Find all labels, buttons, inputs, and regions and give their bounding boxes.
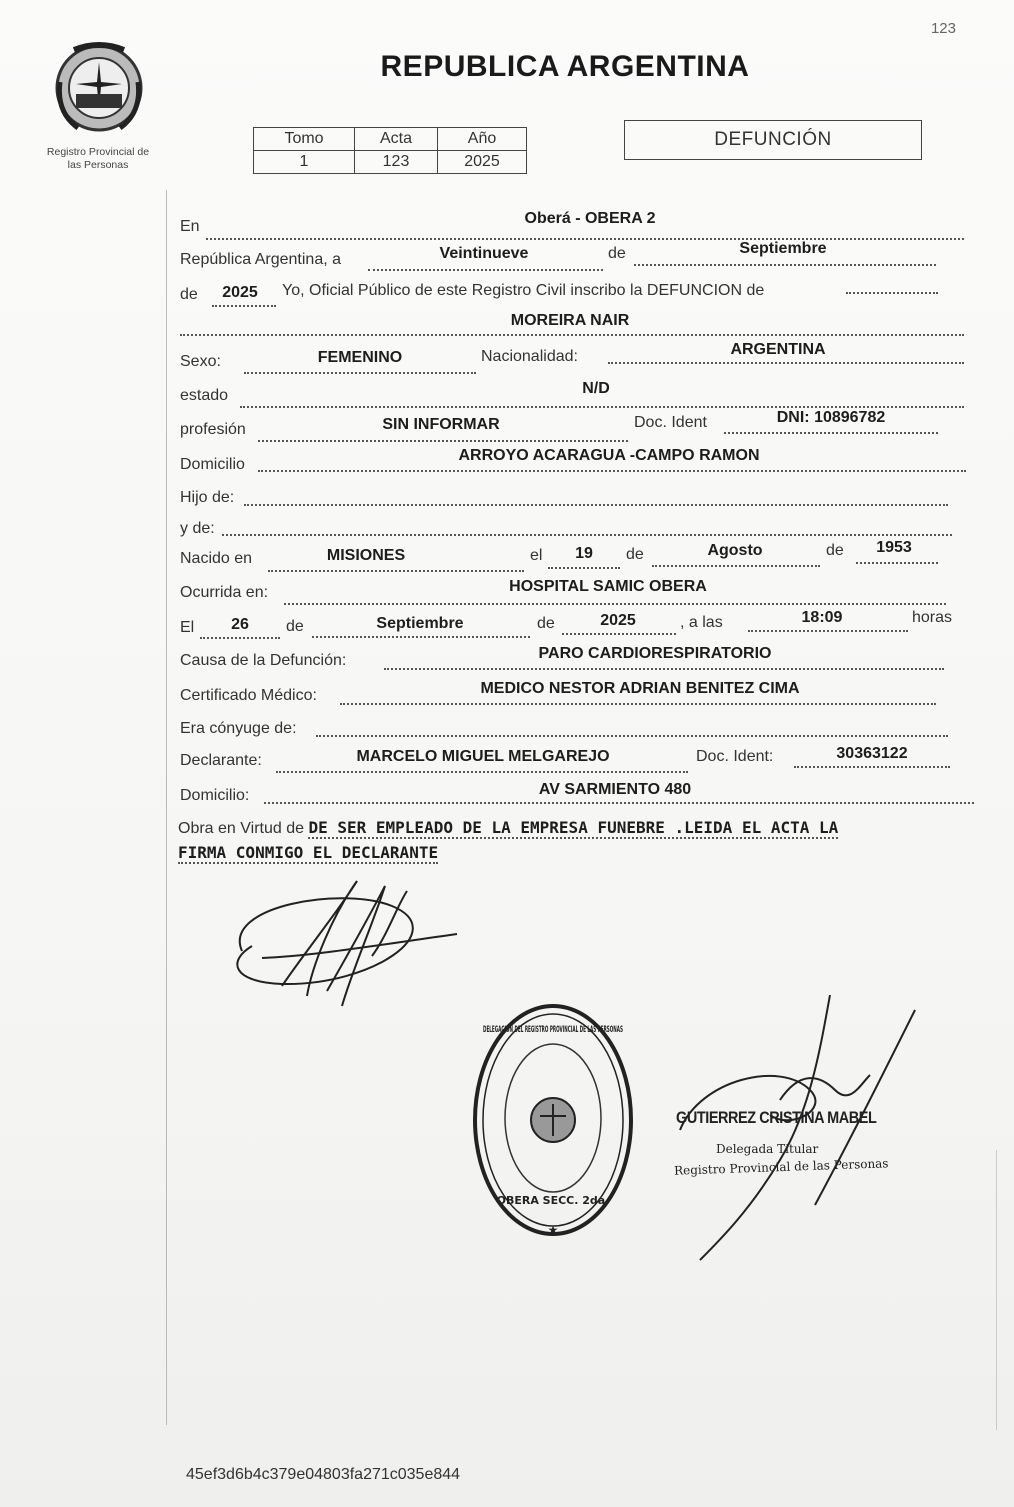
domicilio-label: Domicilio: [180, 456, 245, 473]
de4-label: de: [826, 542, 844, 559]
registry-header-anio: Año: [438, 128, 527, 151]
certificado-value: MEDICO NESTOR ADRIAN BENITEZ CIMA: [480, 680, 800, 697]
death-day-value: 26: [231, 616, 249, 633]
el2-label: El: [180, 619, 195, 636]
nacionalidad-value: ARGENTINA: [730, 341, 826, 358]
nacido-value: MISIONES: [326, 547, 406, 564]
misiones-coat-of-arms-icon: [52, 42, 146, 134]
sexo-value: FEMENINO: [317, 349, 403, 366]
birth-day-value: 19: [575, 545, 593, 562]
seal-ring-text: DELEGACION DEL REGISTRO PROVINCIAL DE LAS PERSONAS: [483, 1025, 623, 1035]
seal-inner-text: OBERA SECC. 2da.: [496, 1194, 610, 1207]
day-words-value: Veintinueve: [439, 245, 529, 262]
domicilio-value: ARROYO ACARAGUA -CAMPO RAMON: [458, 447, 760, 464]
registry-seal-icon: [468, 1004, 638, 1248]
declarante-value: MARCELO MIGUEL MELGAREJO: [356, 748, 610, 765]
de6-label: de: [537, 615, 555, 632]
doc2-label: Doc. Ident:: [696, 748, 774, 765]
ocurrida-label: Ocurrida en:: [180, 584, 269, 601]
inscribo-text: Yo, Oficial Público de este Registro Civil inscribo la DEFUNCION de: [282, 282, 765, 299]
logo-caption-line1: Registro Provincial de: [46, 146, 150, 158]
month-value: Septiembre: [739, 240, 827, 257]
de5-label: de: [286, 618, 304, 635]
seal-star-icon: ★: [547, 1223, 559, 1237]
official-stamp-org: Registro Provincial de las Personas: [673, 1156, 889, 1178]
registry-header-tomo: Tomo: [254, 128, 355, 151]
birth-year-value: 1953: [876, 539, 912, 556]
hijo-field: [244, 482, 948, 506]
document-type-box: DEFUNCIÓN: [624, 120, 922, 160]
causa-label: Causa de la Defunción:: [180, 652, 347, 669]
profesion-value: SIN INFORMAR: [382, 416, 500, 433]
republica-label: República Argentina, a: [180, 251, 341, 268]
de2-label: de: [180, 286, 198, 303]
el-label: el: [530, 547, 543, 564]
inscribo-field: [846, 270, 938, 294]
de-label: de: [608, 245, 626, 262]
page-number: 123: [930, 20, 956, 37]
domicilio2-label: Domicilio:: [180, 787, 250, 804]
left-margin-line: [166, 190, 167, 1425]
nacido-label: Nacido en: [180, 550, 253, 567]
obra-value-line2: FIRMA CONMIGO EL DECLARANTE: [178, 843, 439, 862]
conyuge-label: Era cónyuge de:: [180, 720, 297, 737]
de3-label: de: [626, 546, 644, 563]
logo-caption-line2: las Personas: [67, 159, 129, 171]
domicilio2-value: AV SARMIENTO 480: [538, 781, 692, 798]
causa-value: PARO CARDIORESPIRATORIO: [538, 645, 772, 662]
declarante-label: Declarante:: [180, 752, 262, 769]
death-time-value: 18:09: [801, 609, 843, 626]
estado-value: N/D: [582, 380, 610, 397]
sexo-label: Sexo:: [180, 353, 221, 370]
certificado-label: Certificado Médico:: [180, 687, 317, 704]
yde-label: y de:: [180, 520, 215, 537]
registry-value-tomo: 1: [254, 151, 355, 174]
estado-label: estado: [180, 387, 229, 404]
conyuge-field: [316, 713, 948, 737]
nacionalidad-label: Nacionalidad:: [481, 348, 578, 365]
alas-label: , a las: [680, 614, 723, 631]
year-value: 2025: [222, 284, 258, 301]
deceased-name-value: MOREIRA NAIR: [510, 312, 630, 329]
registry-value-anio: 2025: [438, 151, 527, 174]
official-signature-icon: [660, 990, 930, 1270]
yde-field: [222, 512, 952, 536]
registry-value-acta: 123: [355, 151, 438, 174]
en-label: En: [180, 218, 200, 235]
hijo-label: Hijo de:: [180, 489, 235, 506]
declarant-signature-icon: [222, 876, 472, 1016]
obra-paragraph: [178, 816, 978, 866]
ocurrida-value: HOSPITAL SAMIC OBERA: [509, 578, 707, 595]
document-hash: 45ef3d6b4c379e04803fa271c035e844: [186, 1466, 461, 1483]
en-value: Oberá - OBERA 2: [524, 210, 656, 227]
birth-month-value: Agosto: [707, 542, 763, 559]
registry-table: [253, 127, 527, 174]
page-title: REPUBLICA ARGENTINA: [380, 50, 750, 83]
obra-value-line1: DE SER EMPLEADO DE LA EMPRESA FUNEBRE .LEIDA EL ACTA LA: [308, 818, 839, 837]
doc2-value: 30363122: [836, 745, 908, 762]
official-stamp-role: Delegada Titular: [716, 1142, 819, 1156]
logo-caption: [28, 146, 168, 172]
death-year-value: 2025: [600, 612, 636, 629]
horas-label: horas: [912, 609, 953, 626]
registry-header-acta: Acta: [355, 128, 438, 151]
profesion-label: profesión: [180, 421, 246, 438]
obra-label: Obra en Virtud de: [178, 820, 305, 837]
right-margin-line: [996, 1150, 997, 1430]
official-stamp-name: GUTIERREZ CRISTINA MABEL: [676, 1108, 877, 1127]
doc-label: Doc. Ident: [634, 414, 707, 431]
death-month-value: Septiembre: [376, 615, 464, 632]
doc-value: DNI: 10896782: [776, 409, 886, 426]
